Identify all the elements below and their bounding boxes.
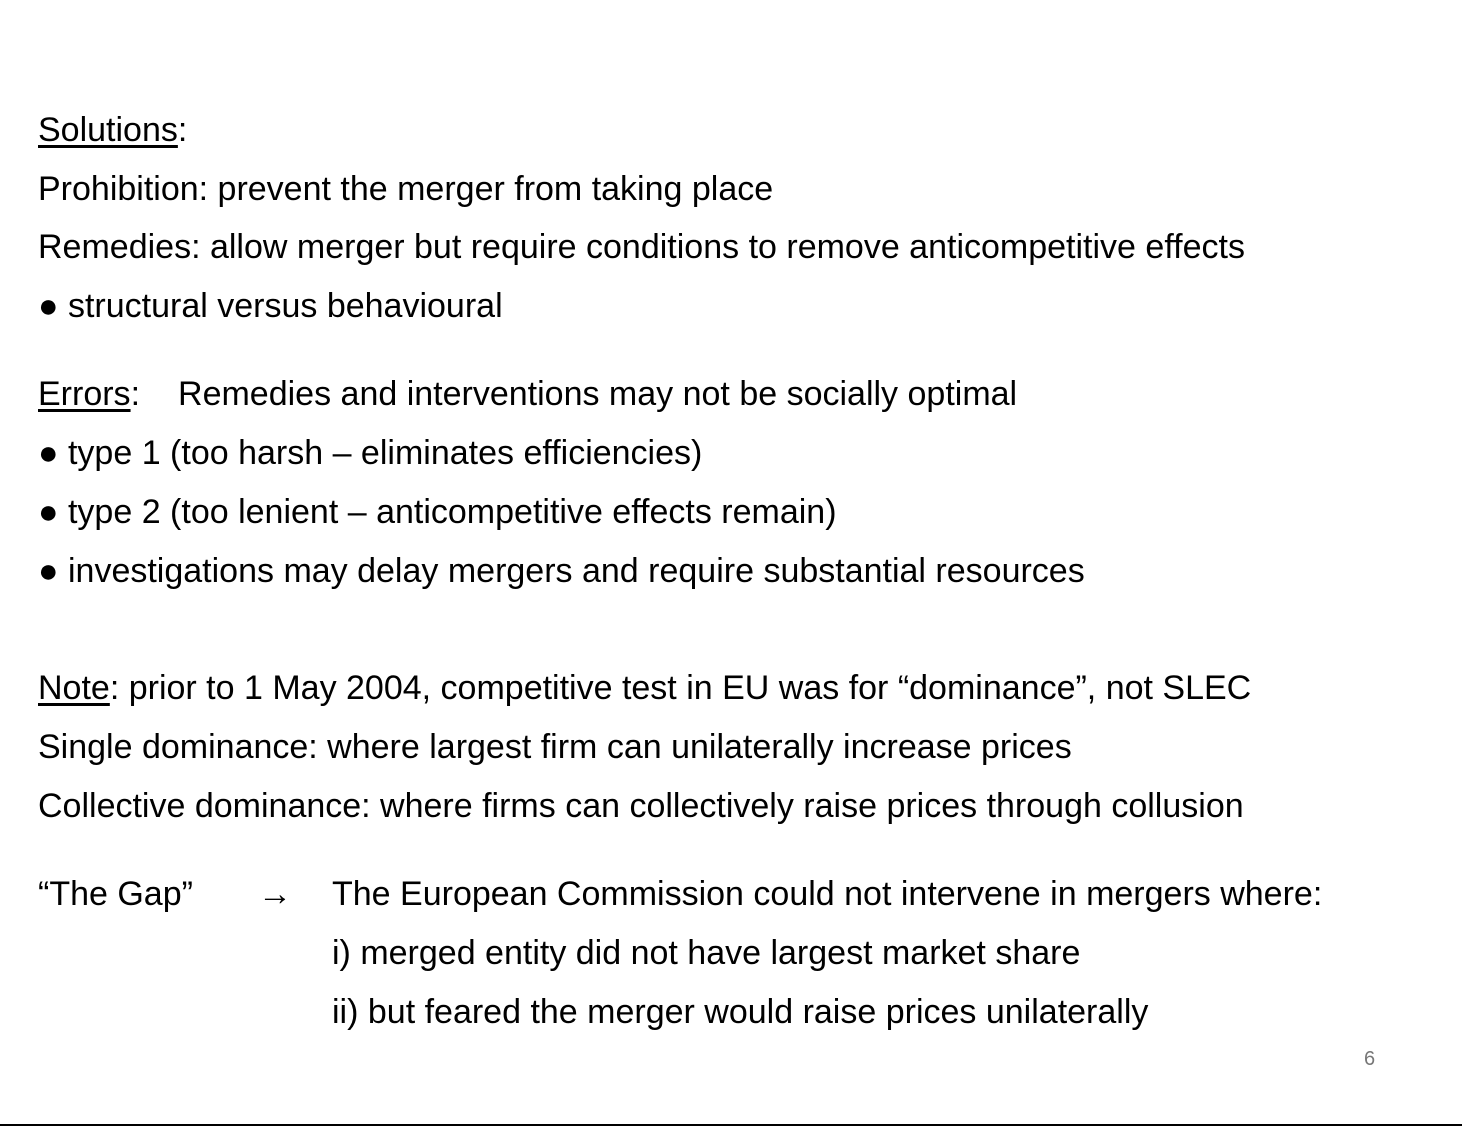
gap-line: The European Commission could not intervene in mergers where:: [332, 875, 1323, 913]
gap-label: “The Gap”: [38, 875, 193, 913]
solutions-heading: Solutions: [38, 111, 178, 149]
note-line: Collective dominance: where firms can collectively raise prices through collusion: [38, 787, 1244, 825]
note-heading: Note: [38, 669, 110, 707]
note-heading-line: [38, 668, 1251, 708]
errors-heading: Errors: [38, 375, 131, 413]
gap-line: i) merged entity did not have largest market share: [332, 934, 1081, 972]
note-line: Single dominance: where largest firm can unilaterally increase prices: [38, 728, 1072, 766]
page-number: 6: [1364, 1048, 1376, 1070]
errors-heading-line: Errors: Remedies and interventions may not be socially optimal: [38, 375, 1018, 413]
note-text: : prior to 1 May 2004, competitive test in EU was for “dominance”, not SLEC: [109, 669, 1252, 707]
solutions-line: Prohibition: prevent the merger from taking place: [38, 170, 774, 208]
gap-line: ii) but feared the merger would raise prices unilaterally: [332, 993, 1149, 1031]
arrow-right-icon: →: [258, 875, 292, 913]
errors-bullet: ● investigations may delay mergers and require substantial resources: [38, 552, 1085, 590]
bottom-divider: [0, 1124, 1462, 1126]
solutions-heading-line: Solutions:: [38, 111, 188, 149]
solutions-line: Remedies: allow merger but require conditions to remove anticompetitive effects: [38, 228, 1245, 266]
errors-intro: Remedies and interventions may not be socially optimal: [178, 375, 1018, 413]
errors-bullet: ● type 2 (too lenient – anticompetitive effects remain): [38, 493, 837, 531]
errors-bullet: ● type 1 (too harsh – eliminates efficiencies): [38, 434, 703, 472]
solutions-bullet: ● structural versus behavioural: [38, 287, 503, 325]
